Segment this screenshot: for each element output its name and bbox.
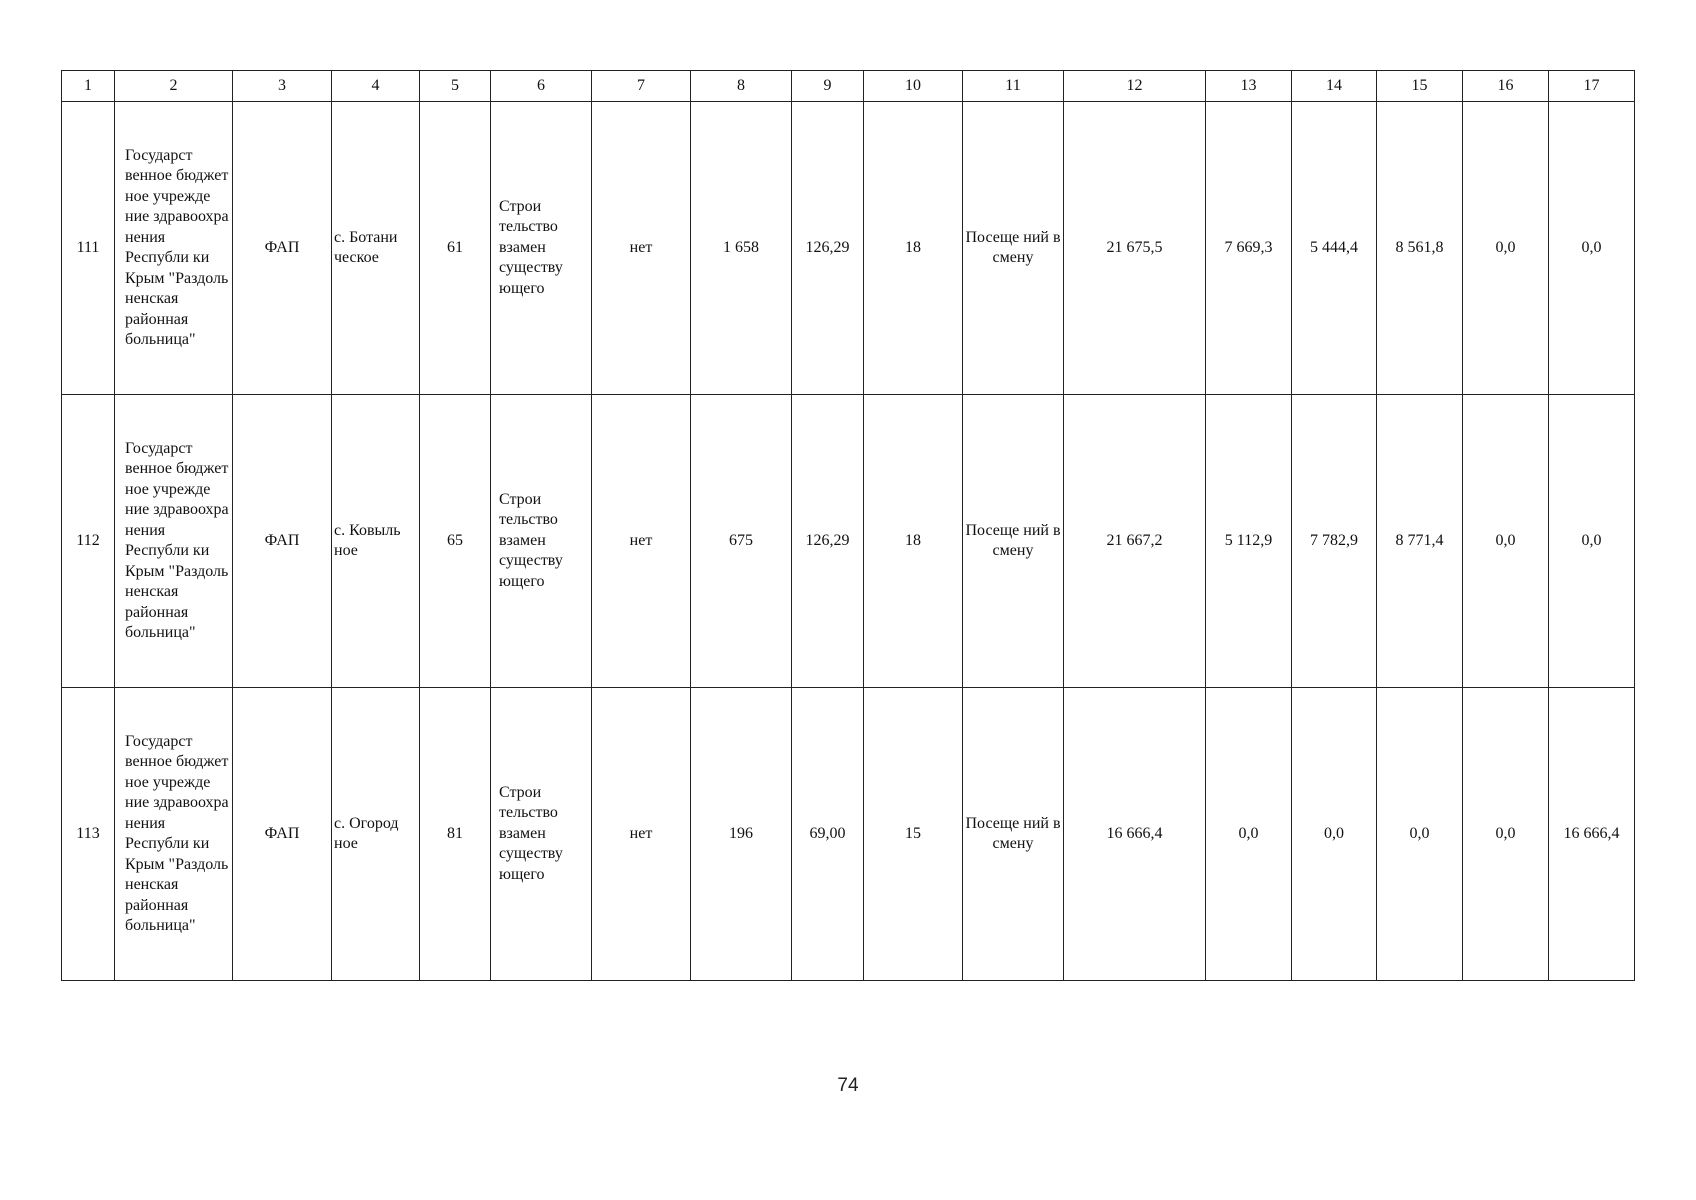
cell-15: 0,0 [1377,688,1463,981]
table-row [62,102,1635,395]
cell-9: 69,00 [792,688,864,981]
cell-5: 81 [420,688,491,981]
cell-17: 0,0 [1549,102,1635,395]
cell-12: 16 666,4 [1064,688,1206,981]
construction-type: Строи тельство взамен существу ющего [491,688,592,981]
organization-name: Государст венное бюджет ное учрежде ние здравоохра нения Республи ки Крым "Раздоль ненская районная больница" [115,102,233,395]
cell-9: 126,29 [792,102,864,395]
header-cell: 3 [233,71,332,102]
header-cell: 4 [332,71,420,102]
cell-7: нет [592,688,691,981]
header-cell: 15 [1377,71,1463,102]
cell-8: 1 658 [691,102,792,395]
header-cell: 9 [792,71,864,102]
row-number: 112 [62,395,115,688]
cell-14: 0,0 [1292,688,1377,981]
cell-17: 0,0 [1549,395,1635,688]
header-cell: 16 [1463,71,1549,102]
header-cell: 8 [691,71,792,102]
settlement-name: с. Огород ное [332,688,420,981]
cell-13: 5 112,9 [1206,395,1292,688]
data-table [61,70,1635,981]
cell-12: 21 675,5 [1064,102,1206,395]
construction-type: Строи тельство взамен существу ющего [491,395,592,688]
cell-15: 8 771,4 [1377,395,1463,688]
cell-7: нет [592,395,691,688]
header-cell: 11 [963,71,1064,102]
header-cell: 12 [1064,71,1206,102]
header-cell: 6 [491,71,592,102]
cell-10: 18 [864,395,963,688]
cell-14: 5 444,4 [1292,102,1377,395]
header-cell: 10 [864,71,963,102]
row-number: 111 [62,102,115,395]
table-row [62,395,1635,688]
capacity-unit: Посеще ний в смену [963,102,1064,395]
header-cell: 7 [592,71,691,102]
cell-5: 61 [420,102,491,395]
header-cell: 17 [1549,71,1635,102]
header-cell: 5 [420,71,491,102]
header-cell: 14 [1292,71,1377,102]
header-row [62,71,1635,102]
header-cell: 1 [62,71,115,102]
facility-type: ФАП [233,395,332,688]
organization-name: Государст венное бюджет ное учрежде ние здравоохра нения Республи ки Крым "Раздоль ненская районная больница" [115,395,233,688]
row-number: 113 [62,688,115,981]
capacity-unit: Посеще ний в смену [963,395,1064,688]
facility-type: ФАП [233,688,332,981]
cell-10: 15 [864,688,963,981]
cell-7: нет [592,102,691,395]
header-cell: 2 [115,71,233,102]
organization-name: Государст венное бюджет ное учрежде ние здравоохра нения Республи ки Крым "Раздоль ненская районная больница" [115,688,233,981]
cell-8: 196 [691,688,792,981]
settlement-name: с. Ботани ческое [332,102,420,395]
cell-16: 0,0 [1463,395,1549,688]
cell-14: 7 782,9 [1292,395,1377,688]
cell-16: 0,0 [1463,688,1549,981]
cell-13: 7 669,3 [1206,102,1292,395]
settlement-name: с. Ковыль ное [332,395,420,688]
cell-13: 0,0 [1206,688,1292,981]
capacity-unit: Посеще ний в смену [963,688,1064,981]
facility-type: ФАП [233,102,332,395]
cell-16: 0,0 [1463,102,1549,395]
header-cell: 13 [1206,71,1292,102]
cell-15: 8 561,8 [1377,102,1463,395]
page-number: 74 [837,1075,859,1096]
construction-type: Строи тельство взамен существу ющего [491,102,592,395]
cell-5: 65 [420,395,491,688]
cell-12: 21 667,2 [1064,395,1206,688]
cell-17: 16 666,4 [1549,688,1635,981]
cell-10: 18 [864,102,963,395]
table-row [62,688,1635,981]
cell-9: 126,29 [792,395,864,688]
cell-8: 675 [691,395,792,688]
